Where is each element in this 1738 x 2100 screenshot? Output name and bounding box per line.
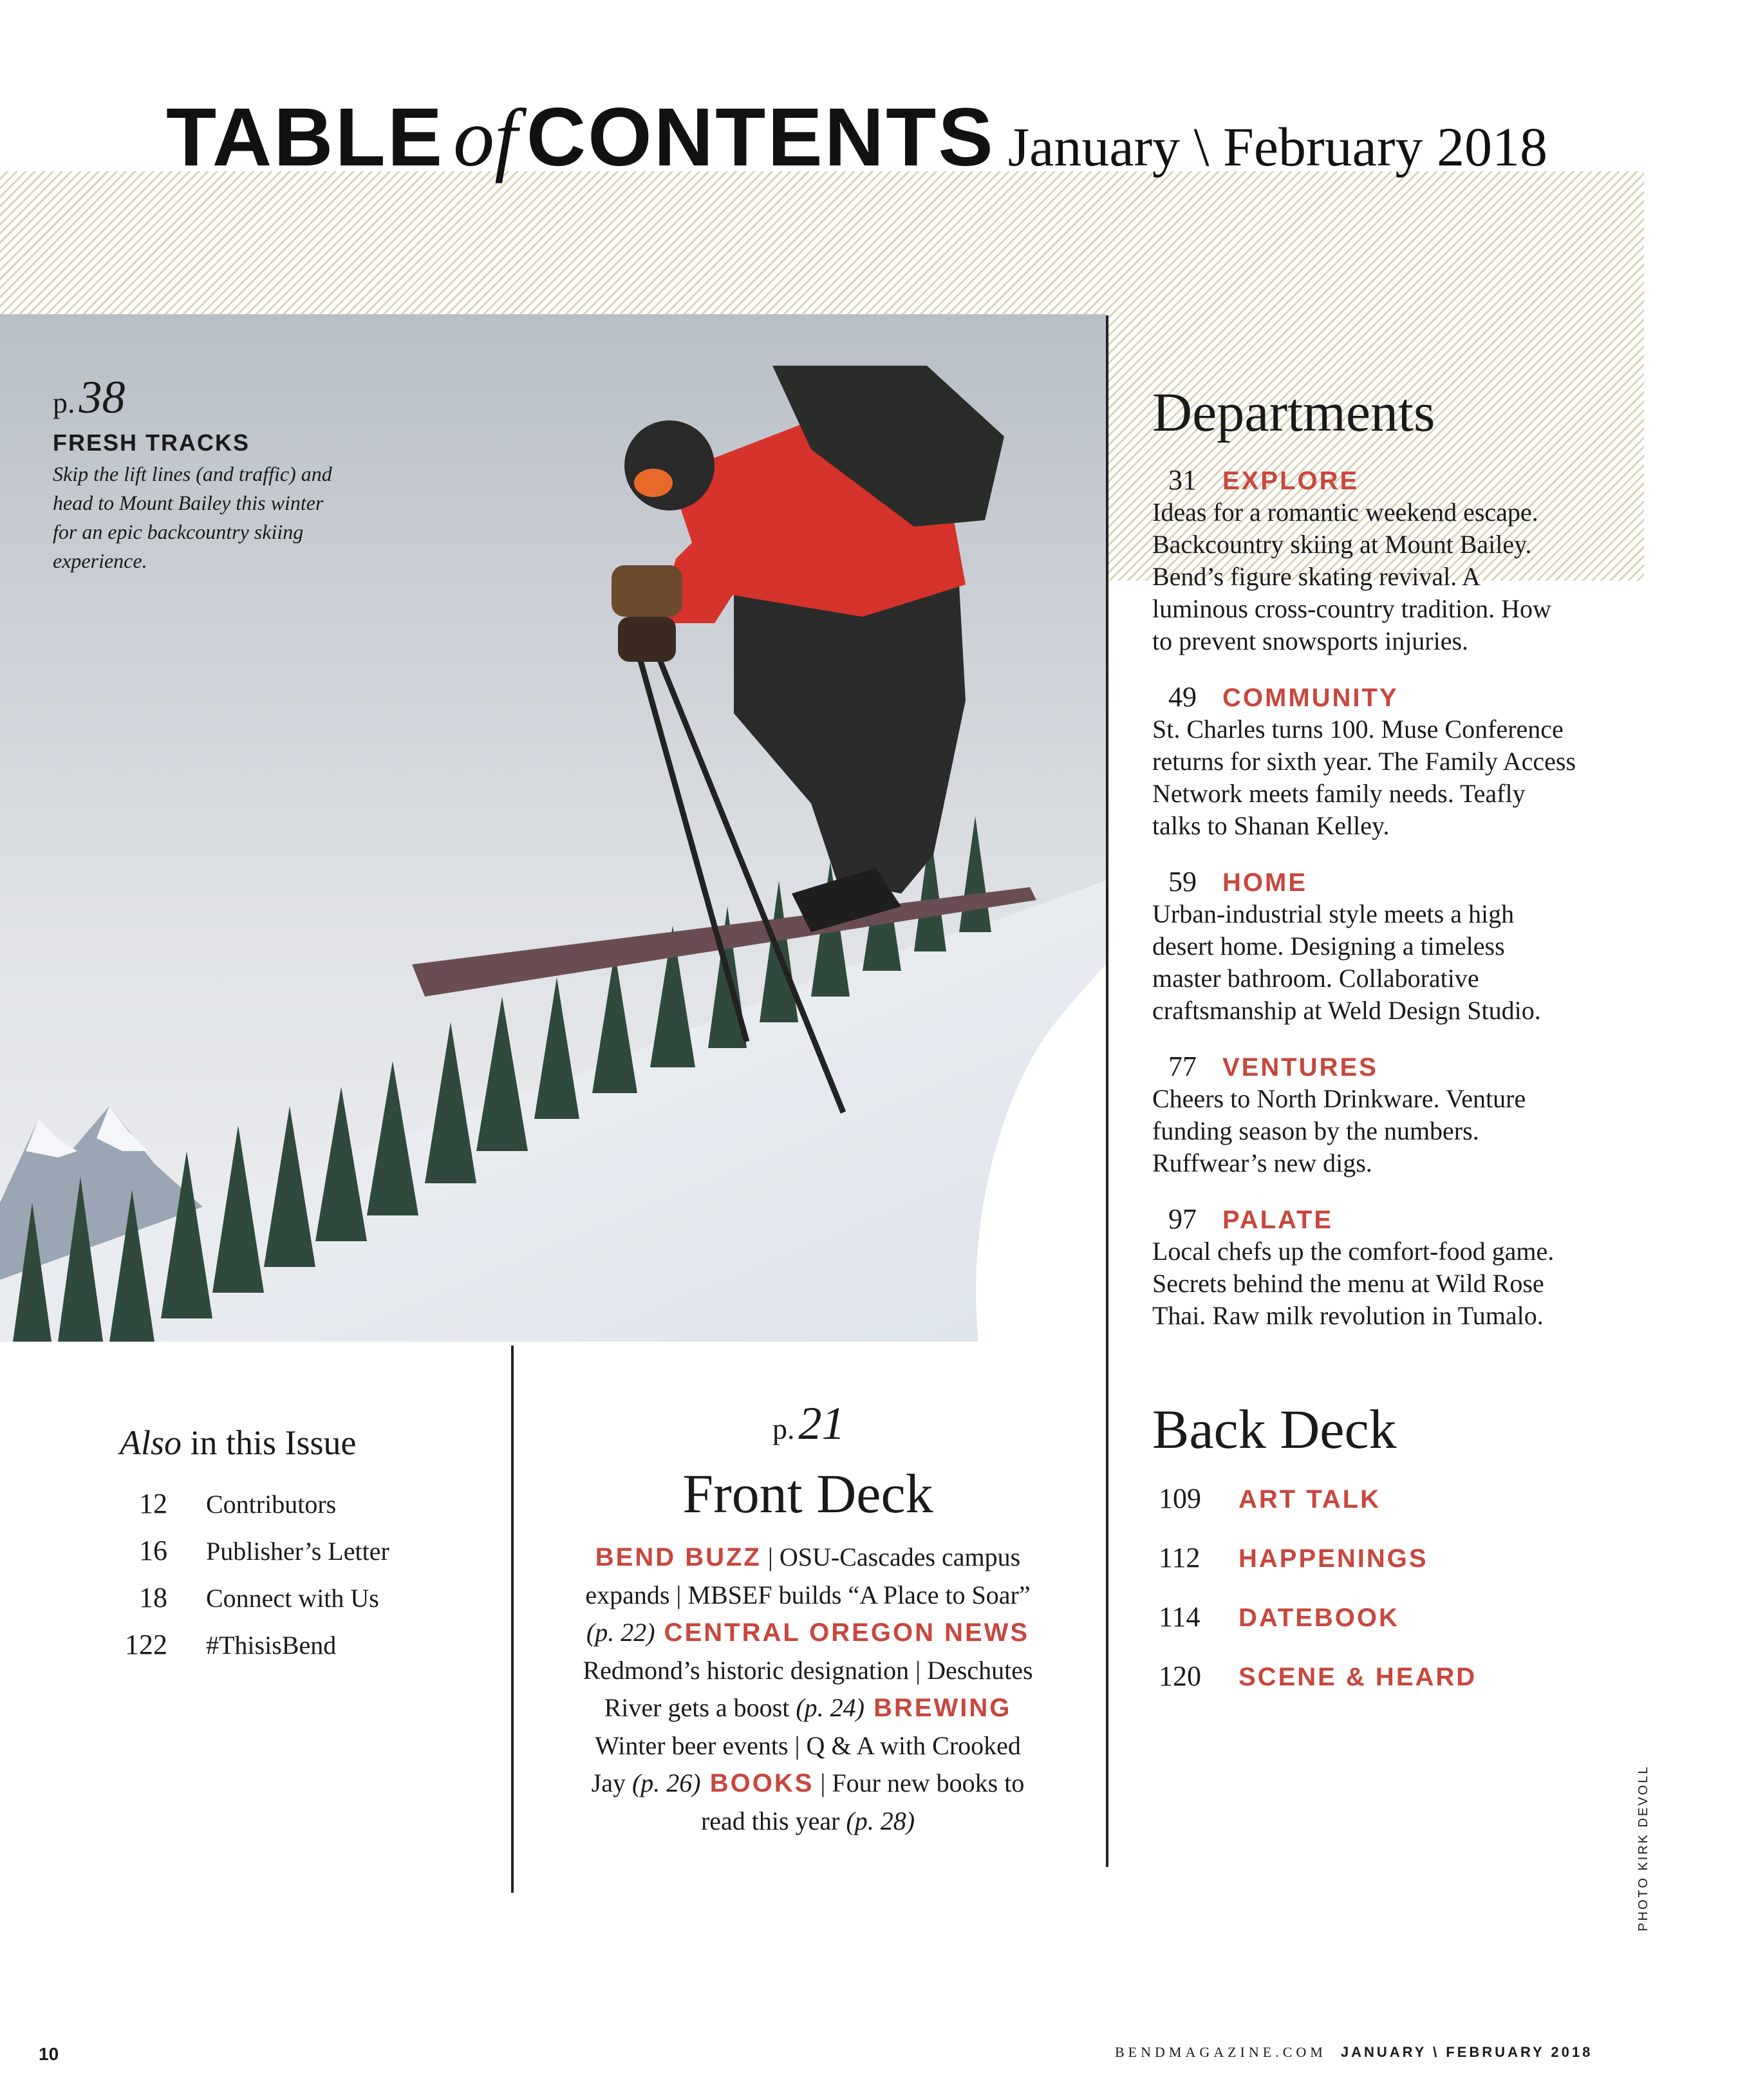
department-name: PALATE (1222, 1206, 1334, 1234)
front-deck-line (515, 1689, 1101, 1727)
front-deck-line (515, 1614, 1101, 1652)
also-heading (120, 1423, 357, 1463)
department-entry (1152, 1050, 1603, 1179)
department-name: HOME (1222, 868, 1307, 897)
back-deck-name: DATEBOOK (1238, 1604, 1399, 1632)
front-deck-text: Winter beer events | Q & A with Crooked (595, 1730, 1021, 1760)
department-description: Ideas for a romantic weekend escape. Backcountry skiing at Mount Bailey. Bend’s figure skating revival. A luminous cross-country tradition. How to prevent snowsports injuries. (1152, 498, 1551, 655)
page-prefix: p. (53, 386, 75, 419)
back-deck-item (1159, 1660, 1477, 1719)
front-deck-text: Redmond’s historic designation | Deschutes (583, 1655, 1033, 1685)
back-deck-item (1159, 1541, 1477, 1600)
also-item (84, 1581, 389, 1628)
department-entry (1152, 464, 1603, 657)
page-prefix: p. (772, 1412, 795, 1445)
also-item-page: 122 (125, 1629, 167, 1660)
photo-credit: PHOTO KIRK DEVOLL (1636, 1765, 1650, 1931)
back-deck-page: 109 (1159, 1483, 1201, 1514)
front-deck-body (515, 1539, 1101, 1840)
back-deck-name: SCENE & HEARD (1238, 1663, 1477, 1691)
front-deck-heading: Front Deck (682, 1463, 933, 1524)
front-deck-text: expands | MBSEF builds “A Place to Soar” (585, 1580, 1031, 1609)
back-deck-name: HAPPENINGS (1238, 1544, 1428, 1573)
front-deck-line (515, 1803, 1101, 1841)
front-deck-page-ref: (p. 22) (586, 1618, 655, 1647)
also-heading-rest: in this Issue (190, 1423, 357, 1462)
department-name: EXPLORE (1222, 467, 1360, 495)
front-deck-text: read this year (700, 1806, 846, 1835)
footer-page-number: 10 (39, 2044, 59, 2064)
back-deck-list (1159, 1482, 1477, 1719)
front-deck-text: River gets a boost (604, 1693, 796, 1722)
front-deck-text: | Four new books to (814, 1768, 1025, 1797)
front-deck-text: Jay (591, 1768, 632, 1797)
back-deck-page: 114 (1159, 1601, 1201, 1633)
front-deck-line (515, 1652, 1101, 1690)
back-deck-heading: Back Deck (1152, 1398, 1397, 1460)
front-deck-section-name: BEND BUZZ (595, 1543, 762, 1571)
also-item (84, 1534, 389, 1581)
front-deck-section-name: BREWING (864, 1694, 1012, 1722)
footer-site: BENDMAGAZINE.COM (1115, 2044, 1327, 2060)
department-page: 97 (1168, 1203, 1197, 1235)
department-page: 49 (1168, 681, 1197, 713)
title-of: of (453, 92, 518, 183)
front-deck-page-number: 21 (798, 1398, 845, 1449)
footer-issue: JANUARY \ FEBRUARY 2018 (1340, 2044, 1593, 2060)
feature-page-ref (53, 371, 126, 424)
department-entry (1152, 865, 1603, 1027)
department-page: 77 (1168, 1051, 1197, 1082)
also-item-label: Connect with Us (206, 1584, 379, 1613)
title-table: TABLE (166, 91, 445, 183)
feature-page-number: 38 (79, 371, 126, 423)
front-deck-page-ref: (p. 24) (796, 1693, 864, 1722)
front-deck-page-ref: (p. 28) (846, 1806, 915, 1835)
department-name: COMMUNITY (1222, 684, 1399, 712)
column-divider-right (1106, 315, 1108, 1867)
also-item-page: 12 (139, 1488, 167, 1519)
back-deck-page: 120 (1159, 1660, 1201, 1692)
department-description: Urban-industrial style meets a high desert home. Designing a timeless master bathroom. Collaborative craftsmanship at Weld Design Studio. (1152, 899, 1541, 1025)
department-description: St. Charles turns 100. Muse Conference returns for sixth year. The Family Access Network meets family needs. Teafly talks to Shanan Kelley. (1152, 715, 1576, 840)
back-deck-item (1159, 1482, 1477, 1541)
also-item-page: 16 (139, 1535, 167, 1566)
column-divider-left (511, 1345, 514, 1893)
department-description: Local chefs up the comfort-food game. Secrets behind the menu at Wild Rose Thai. Raw milk revolution in Tumalo. (1152, 1237, 1555, 1330)
front-deck-page-ref: (p. 26) (631, 1768, 701, 1797)
also-item-label: #ThisisBend (206, 1631, 337, 1660)
front-deck-section-name: BOOKS (700, 1769, 814, 1797)
also-item-page: 18 (139, 1582, 167, 1613)
front-deck-page-ref (772, 1397, 845, 1450)
department-page: 59 (1168, 866, 1197, 897)
also-item (84, 1487, 389, 1534)
departments-heading: Departments (1152, 381, 1435, 443)
also-item (84, 1628, 389, 1675)
back-deck-page: 112 (1159, 1542, 1201, 1573)
back-deck-name: ART TALK (1238, 1485, 1381, 1514)
front-deck-line (515, 1539, 1101, 1577)
also-list (84, 1487, 389, 1675)
footer-masthead (1115, 2044, 1593, 2061)
departments-list (1152, 464, 1603, 1355)
department-description: Cheers to North Drinkware. Venture funding season by the numbers. Ruffwear’s new digs. (1152, 1084, 1526, 1177)
back-deck-item (1159, 1600, 1477, 1660)
page-title (166, 91, 1547, 183)
department-page: 31 (1168, 464, 1197, 496)
department-name: VENTURES (1222, 1053, 1378, 1082)
front-deck-line (515, 1577, 1101, 1615)
also-item-label: Contributors (206, 1490, 337, 1519)
department-entry (1152, 680, 1603, 842)
front-deck-line (515, 1765, 1101, 1803)
issue-date: January \ February 2018 (1007, 116, 1547, 178)
title-contents: CONTENTS (526, 91, 995, 183)
front-deck-text: | OSU-Cascades campus (761, 1542, 1021, 1571)
also-item-label: Publisher’s Letter (206, 1537, 389, 1566)
feature-description: Skip the lift lines (and traffic) and head to Mount Bailey this winter for an epic backcountry skiing experience. (53, 462, 332, 572)
also-heading-italic: Also (120, 1423, 182, 1462)
front-deck-section-name: CENTRAL OREGON NEWS (655, 1618, 1030, 1647)
front-deck-line (515, 1727, 1101, 1765)
department-entry (1152, 1203, 1603, 1332)
feature-title: FRESH TRACKS (53, 429, 250, 456)
